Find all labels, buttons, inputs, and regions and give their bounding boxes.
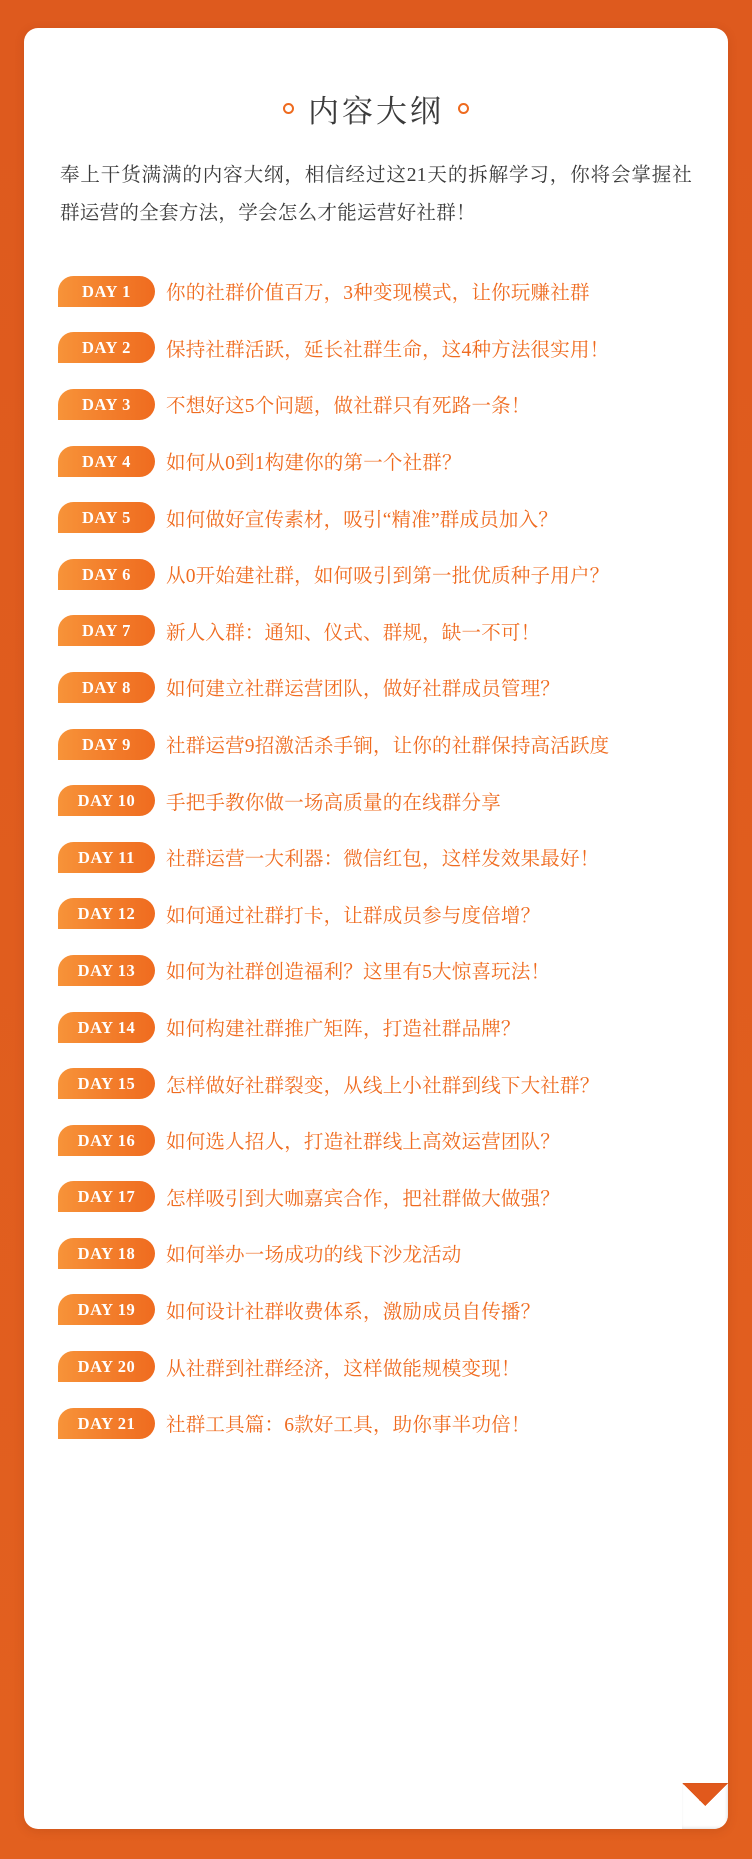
outline-row — [58, 716, 694, 773]
outline-row — [58, 1395, 694, 1452]
outline-row-text: 如何通过社群打卡，让群成员参与度倍增？ — [166, 905, 541, 927]
day-badge: DAY 6 — [58, 559, 155, 590]
circle-outline-icon-left — [283, 103, 294, 114]
outline-row — [58, 829, 694, 886]
outline-row — [58, 1338, 694, 1395]
page-title — [58, 86, 694, 131]
page-title-text: 内容大纲 — [308, 94, 444, 129]
day-badge: DAY 12 — [58, 898, 155, 929]
outline-row — [58, 886, 694, 943]
day-badge: DAY 10 — [58, 785, 155, 816]
outline-row — [58, 546, 694, 603]
outline-row-text: 从0开始建社群，如何吸引到第一批优质种子用户？ — [166, 566, 610, 588]
outline-row — [58, 772, 694, 829]
outline-row — [58, 489, 694, 546]
page-fold-decoration — [682, 1783, 728, 1829]
circle-outline-icon-right — [458, 103, 469, 114]
outline-row — [58, 942, 694, 999]
content-card — [24, 28, 728, 1829]
outline-row — [58, 1282, 694, 1339]
outline-row-text: 社群运营9招激活杀手锏，让你的社群保持高活跃度 — [166, 736, 610, 758]
day-badge: DAY 19 — [58, 1294, 155, 1325]
day-badge: DAY 5 — [58, 502, 155, 533]
day-badge: DAY 17 — [58, 1181, 155, 1212]
outline-row — [58, 320, 694, 377]
outline-row-text: 如何做好宣传素材，吸引“精准”群成员加入？ — [166, 509, 559, 531]
day-badge: DAY 3 — [58, 389, 155, 420]
outline-row-text: 不想好这5个问题，做社群只有死路一条！ — [166, 396, 531, 418]
outline-row — [58, 376, 694, 433]
day-badge: DAY 20 — [58, 1351, 155, 1382]
outline-row-text: 如何举办一场成功的线下沙龙活动 — [166, 1245, 462, 1267]
day-badge: DAY 2 — [58, 332, 155, 363]
page-fold-inner — [682, 1783, 728, 1829]
outline-row-text: 手把手教你做一场高质量的在线群分享 — [166, 792, 501, 814]
outline-row-text: 如何从0到1构建你的第一个社群？ — [166, 453, 462, 475]
day-badge: DAY 14 — [58, 1012, 155, 1043]
day-badge: DAY 1 — [58, 276, 155, 307]
outline-row — [58, 1055, 694, 1112]
intro-paragraph: 奉上干货满满的内容大纲，相信经过这21天的拆解学习，你将会掌握社群运营的全套方法，学会怎么才能运营好社群！ — [60, 165, 692, 224]
outline-row-text: 怎样吸引到大咖嘉宾合作，把社群做大做强？ — [166, 1188, 561, 1210]
outline-row-text: 社群运营一大利器：微信红包，这样发效果最好！ — [166, 849, 600, 871]
outline-row — [58, 1169, 694, 1226]
outline-row — [58, 263, 694, 320]
day-badge: DAY 8 — [58, 672, 155, 703]
outline-row-text: 如何选人招人，打造社群线上高效运营团队？ — [166, 1132, 561, 1154]
outline-row-text: 如何构建社群推广矩阵，打造社群品牌？ — [166, 1019, 521, 1041]
outline-row — [58, 1225, 694, 1282]
outline-row-text: 如何设计社群收费体系，激励成员自传播？ — [166, 1301, 541, 1323]
outline-row-text: 你的社群价值百万，3种变现模式，让你玩赚社群 — [166, 283, 590, 305]
outline-row — [58, 999, 694, 1056]
day-badge: DAY 18 — [58, 1238, 155, 1269]
day-badge: DAY 4 — [58, 446, 155, 477]
day-badge: DAY 7 — [58, 615, 155, 646]
outline-row-text: 社群工具篇：6款好工具，助你事半功倍！ — [166, 1415, 531, 1437]
outline-row-text: 如何为社群创造福利？这里有5大惊喜玩法！ — [166, 962, 551, 984]
outline-row — [58, 659, 694, 716]
outline-list — [58, 263, 694, 1451]
day-badge: DAY 15 — [58, 1068, 155, 1099]
outline-row-text: 新人入群：通知、仪式、群规，缺一不可！ — [166, 622, 541, 644]
outline-row — [58, 1112, 694, 1169]
day-badge: DAY 16 — [58, 1125, 155, 1156]
day-badge: DAY 21 — [58, 1408, 155, 1439]
day-badge: DAY 9 — [58, 729, 155, 760]
day-badge: DAY 13 — [58, 955, 155, 986]
outline-row-text: 如何建立社群运营团队，做好社群成员管理？ — [166, 679, 561, 701]
outline-row — [58, 603, 694, 660]
outline-row-text: 怎样做好社群裂变，从线上小社群到线下大社群？ — [166, 1075, 600, 1097]
outline-row-text: 保持社群活跃，延长社群生命，这4种方法很实用！ — [166, 339, 610, 361]
outline-row — [58, 433, 694, 490]
day-badge: DAY 11 — [58, 842, 155, 873]
outline-row-text: 从社群到社群经济，这样做能规模变现！ — [166, 1358, 521, 1380]
